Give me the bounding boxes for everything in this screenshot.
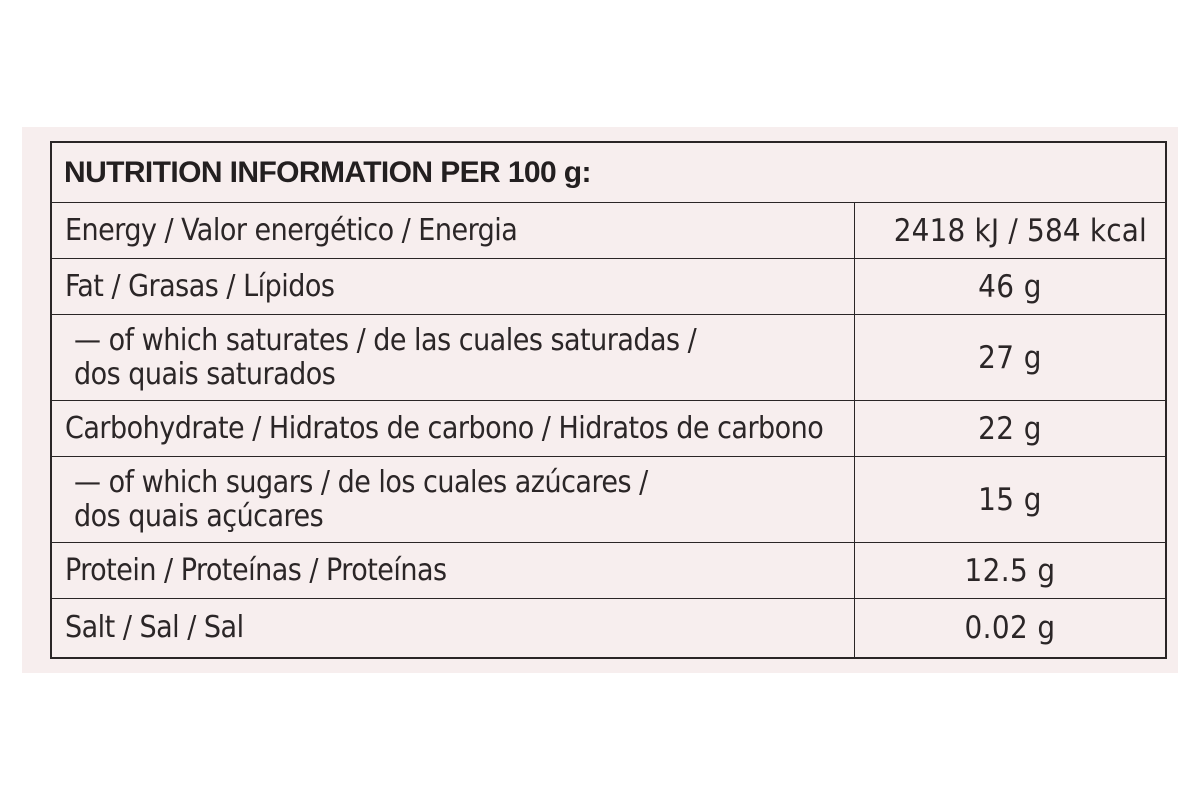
nutrient-value-cell	[855, 203, 1165, 258]
nutrient-value: 22 g	[978, 410, 1042, 447]
table-title: NUTRITION INFORMATION PER 100 g:	[64, 155, 591, 189]
nutrient-name-line2: dos quais açúcares	[74, 498, 324, 534]
nutrient-value: 2418 kJ / 584 kcal	[893, 212, 1147, 249]
table-row-salt	[52, 599, 1165, 657]
nutrition-table	[50, 141, 1167, 659]
nutrient-value-cell	[855, 401, 1165, 456]
nutrient-name: Carbohydrate / Hidratos de carbono / Hidratos de carbono	[65, 410, 824, 446]
nutrient-name-line1: — of which saturates / de las cuales saturadas /	[74, 322, 697, 358]
nutrient-name: Fat / Grasas / Lípidos	[65, 268, 335, 304]
nutrient-name: Protein / Proteínas / Proteínas	[65, 552, 447, 588]
nutrient-name-cell	[52, 401, 855, 456]
nutrient-name: Energy / Valor energético / Energia	[65, 212, 518, 248]
nutrient-value: 46 g	[978, 268, 1042, 305]
nutrient-name-cell	[52, 203, 855, 258]
table-row-carbohydrate	[52, 401, 1165, 457]
nutrient-value-cell	[855, 315, 1165, 400]
nutrient-value: 15 g	[978, 481, 1042, 518]
table-row-saturates	[52, 315, 1165, 401]
table-row-sugars	[52, 457, 1165, 543]
nutrient-name-cell	[52, 543, 855, 598]
table-row-protein	[52, 543, 1165, 599]
nutrient-value-cell	[855, 259, 1165, 314]
nutrient-name: Salt / Sal / Sal	[65, 610, 244, 645]
nutrient-value: 0.02 g	[964, 610, 1056, 646]
nutrient-value-cell	[855, 457, 1165, 542]
nutrient-value: 27 g	[978, 339, 1042, 376]
nutrient-name-cell	[52, 457, 855, 542]
nutrient-value-cell	[855, 543, 1165, 598]
nutrient-value: 12.5 g	[964, 552, 1056, 589]
table-row-energy	[52, 203, 1165, 259]
nutrient-name-cell	[52, 259, 855, 314]
nutrient-name-cell	[52, 599, 855, 657]
nutrient-name-cell	[52, 315, 855, 400]
table-row-fat	[52, 259, 1165, 315]
nutrient-name-line1: — of which sugars / de los cuales azúcares /	[74, 464, 648, 500]
nutrient-value-cell	[855, 599, 1165, 657]
table-header	[52, 143, 1165, 203]
nutrient-name-line2: dos quais saturados	[74, 356, 336, 392]
